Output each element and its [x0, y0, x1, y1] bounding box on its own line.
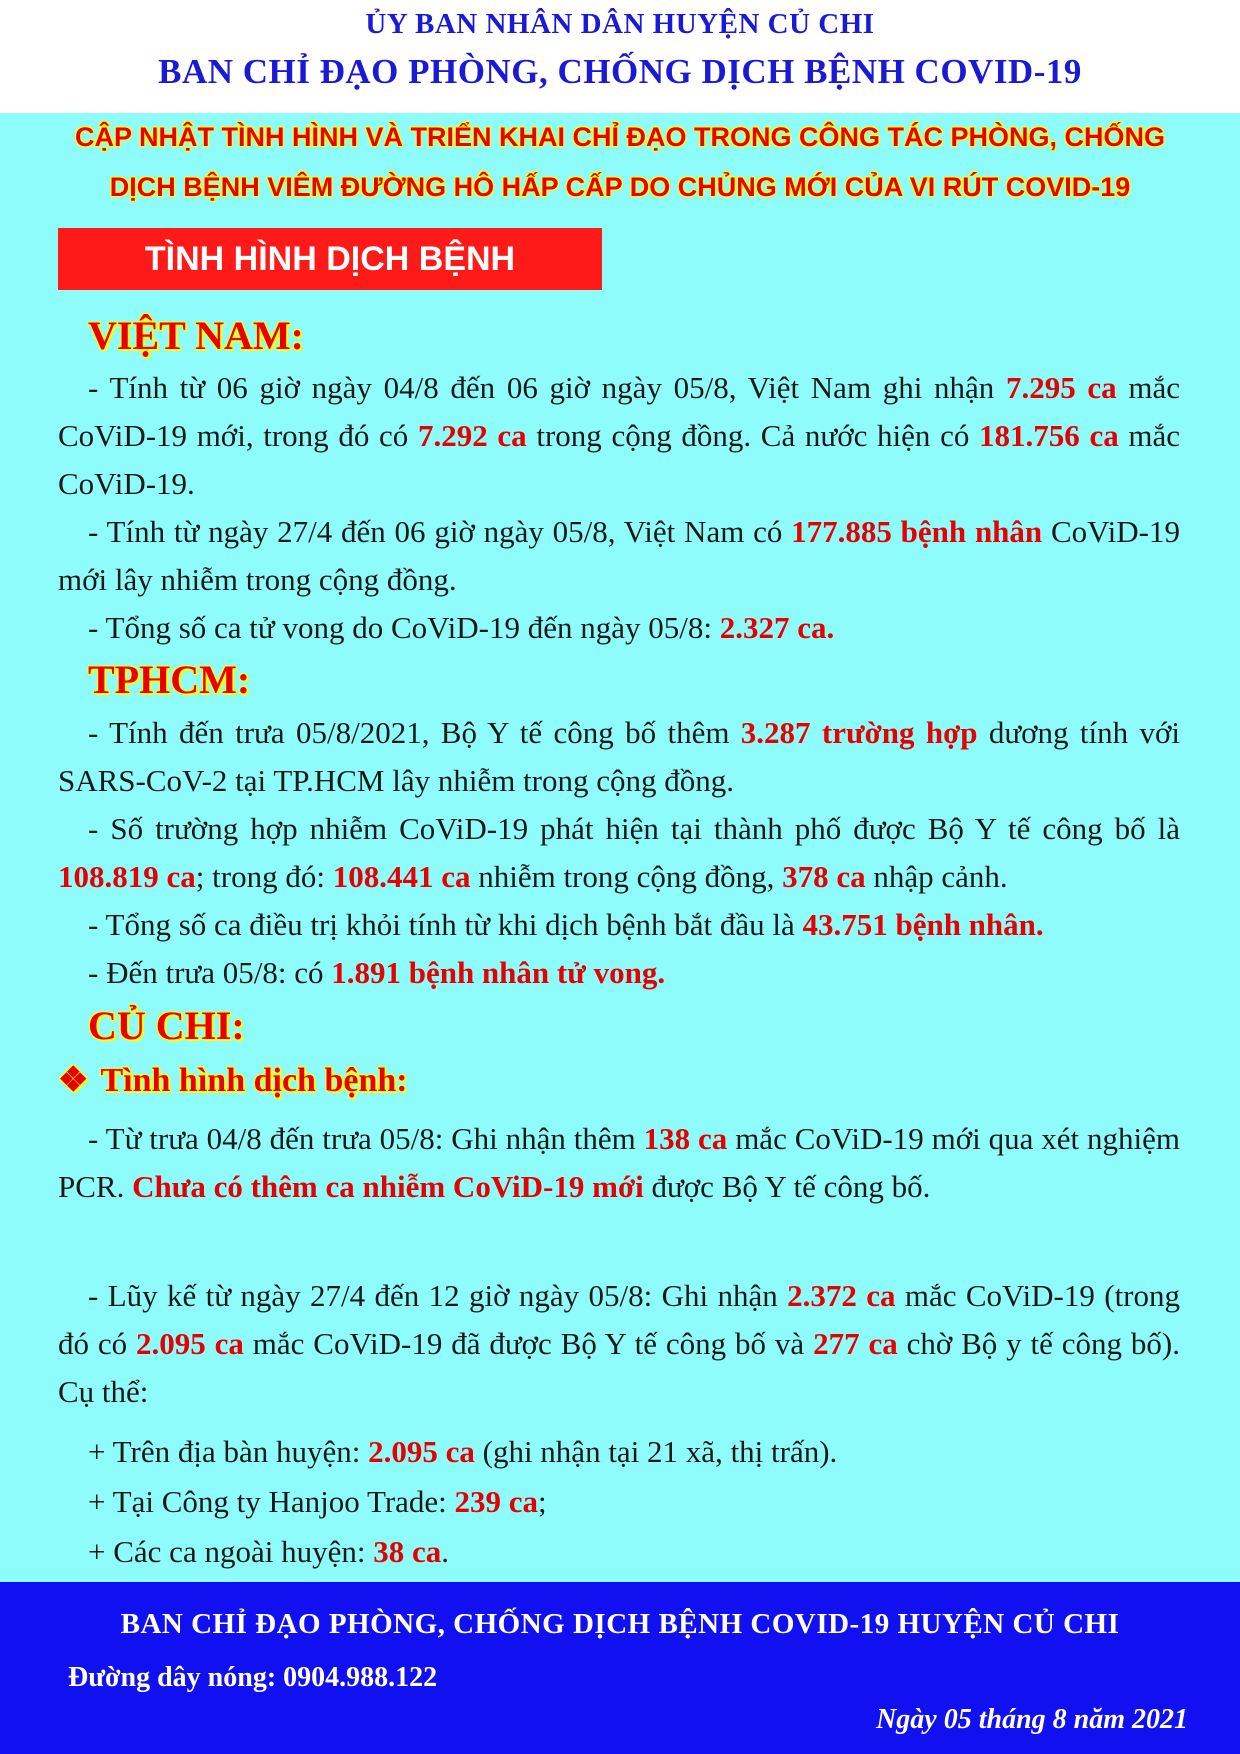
highlighted-figure: 2.372 ca	[787, 1278, 896, 1313]
body-text: trong cộng đồng. Cả nước hiện có	[526, 418, 980, 453]
body-text: - Tính từ ngày 27/4 đến 06 giờ ngày 05/8, Việt Nam có	[88, 514, 792, 549]
body-text: - Số trường hợp nhiễm CoViD-19 phát hiện tại thành phố được Bộ Y tế công bố là	[88, 811, 1180, 846]
header-line-2: BAN CHỈ ĐẠO PHÒNG, CHỐNG DỊCH BỆNH COVID-19	[158, 52, 1082, 91]
top-header	[0, 0, 1240, 113]
cuchi-bullet-3	[88, 1528, 449, 1576]
body-text: + Các ca ngoài huyện:	[88, 1534, 374, 1569]
subtitle-line-2: DỊCH BỆNH VIÊM ĐƯỜNG HÔ HẤP CẤP DO CHỦNG MỚI CỦA VI RÚT COVID-19	[109, 172, 1131, 202]
body-text: - Lũy kế từ ngày 27/4 đến 12 giờ ngày 05/8: Ghi nhận	[88, 1278, 788, 1313]
body-text: - Từ trưa 04/8 đến trưa 05/8: Ghi nhận thêm	[88, 1121, 644, 1156]
section-title-tphcm: TPHCM:	[88, 657, 251, 702]
highlighted-figure: 239 ca	[454, 1484, 539, 1519]
body-text: - Tổng số ca điều trị khỏi tính từ khi dịch bệnh bắt đầu là	[88, 907, 803, 942]
highlighted-figure: 3.287 trường hợp	[740, 715, 978, 750]
highlighted-figure: Chưa có thêm ca nhiễm CoViD-19 mới	[132, 1169, 644, 1204]
footer-date: Ngày 05 tháng 8 năm 2021	[876, 1704, 1188, 1735]
footer	[0, 1582, 1240, 1754]
body-text: nhập cảnh.	[865, 859, 1008, 894]
situation-banner: TÌNH HÌNH DỊCH BỆNH	[58, 228, 602, 290]
body-text: CoViD-19 mới lây nhiễm trong cộng đồng.	[58, 514, 1180, 597]
body-text: - Tính đến trưa 05/8/2021, Bộ Y tế công bố thêm	[88, 715, 741, 750]
highlighted-figure: 108.819 ca	[58, 859, 196, 894]
tphcm-paragraph-1	[58, 709, 1180, 805]
body-text: mắc CoViD-19.	[58, 418, 1181, 501]
cuchi-subtitle-text: Tình hình dịch bệnh:	[100, 1062, 408, 1099]
body-text: mắc CoViD-19 đã được Bộ Y tế công bố và	[243, 1326, 814, 1361]
footer-org: BAN CHỈ ĐẠO PHÒNG, CHỐNG DỊCH BỆNH COVID-19 HUYỆN CỦ CHI	[120, 1608, 1120, 1640]
highlighted-figure: 2.095 ca	[136, 1326, 244, 1361]
body-text: - Tổng số ca tử vong do CoViD-19 đến ngày 05/8:	[88, 610, 720, 645]
highlighted-figure: 1.891 bệnh nhân tử vong.	[331, 955, 666, 990]
highlighted-figure: 2.095 ca	[368, 1434, 475, 1469]
highlighted-figure: 7.292 ca	[417, 418, 527, 453]
body-text: - Đến trưa 05/8: có	[88, 955, 332, 990]
section-title-cuchi: CỦ CHI:	[88, 1003, 245, 1048]
body-text: (ghi nhận tại 21 xã, thị trấn).	[474, 1434, 838, 1469]
vietnam-paragraph-2	[58, 508, 1180, 604]
highlighted-figure: 108.441 ca	[332, 859, 471, 894]
cuchi-subtitle	[58, 1060, 408, 1100]
section-title-vietnam: VIỆT NAM:	[88, 313, 304, 358]
body-text: .	[441, 1534, 449, 1569]
body-text: được Bộ Y tế công bố.	[643, 1169, 931, 1204]
footer-hotline: Đường dây nóng: 0904.988.122	[68, 1662, 438, 1693]
highlighted-figure: 38 ca	[373, 1534, 442, 1569]
highlighted-figure: 177.885 bệnh nhân	[791, 514, 1043, 549]
highlighted-figure: 138 ca	[643, 1121, 728, 1156]
body-text: dương tính với SARS-CoV-2 tại TP.HCM lây nhiễm trong cộng đồng.	[58, 715, 1180, 798]
body-text: + Tại Công ty Hanjoo Trade:	[88, 1484, 455, 1519]
body-text: + Trên địa bàn huyện:	[88, 1434, 369, 1469]
highlighted-figure: 277 ca	[813, 1326, 898, 1361]
highlighted-figure: 43.751 bệnh nhân.	[802, 907, 1044, 942]
highlighted-figure: 181.756 ca	[979, 418, 1119, 453]
cuchi-bullet-1	[88, 1428, 837, 1476]
diamond-bullet-icon: ❖	[58, 1062, 89, 1099]
vietnam-paragraph-3	[58, 604, 1180, 652]
body-text: ; trong đó:	[195, 859, 333, 894]
highlighted-figure: 7.295 ca	[1005, 370, 1117, 405]
body-text: - Tính từ 06 giờ ngày 04/8 đến 06 giờ ngày 05/8, Việt Nam ghi nhận	[88, 370, 1006, 405]
body-text: mắc CoViD-19 mới, trong đó có	[58, 370, 1181, 453]
cuchi-bullet-2	[88, 1478, 547, 1526]
body-text: ;	[538, 1484, 547, 1519]
subtitle-line-1: CẬP NHẬT TÌNH HÌNH VÀ TRIỂN KHAI CHỈ ĐẠO TRONG CÔNG TÁC PHÒNG, CHỐNG	[74, 122, 1165, 152]
tphcm-paragraph-4	[58, 949, 1180, 997]
highlighted-figure: 378 ca	[782, 859, 866, 894]
body-text: mắc CoViD-19 mới qua xét nghiệm PCR.	[58, 1121, 1180, 1204]
vietnam-paragraph-1	[58, 364, 1180, 508]
tphcm-paragraph-2	[58, 805, 1180, 901]
tphcm-paragraph-3	[58, 901, 1180, 949]
highlighted-figure: 2.327 ca.	[719, 610, 835, 645]
cuchi-paragraph-1	[58, 1115, 1180, 1211]
body-text: nhiễm trong cộng đồng,	[470, 859, 783, 894]
header-line-1: ỦY BAN NHÂN DÂN HUYỆN CỦ CHI	[365, 8, 875, 40]
body-text: mắc CoViD-19 (trong đó có	[58, 1278, 1181, 1361]
body-text: chờ Bộ y tế công bố). Cụ thể:	[58, 1326, 1180, 1409]
cuchi-paragraph-2	[58, 1272, 1180, 1416]
